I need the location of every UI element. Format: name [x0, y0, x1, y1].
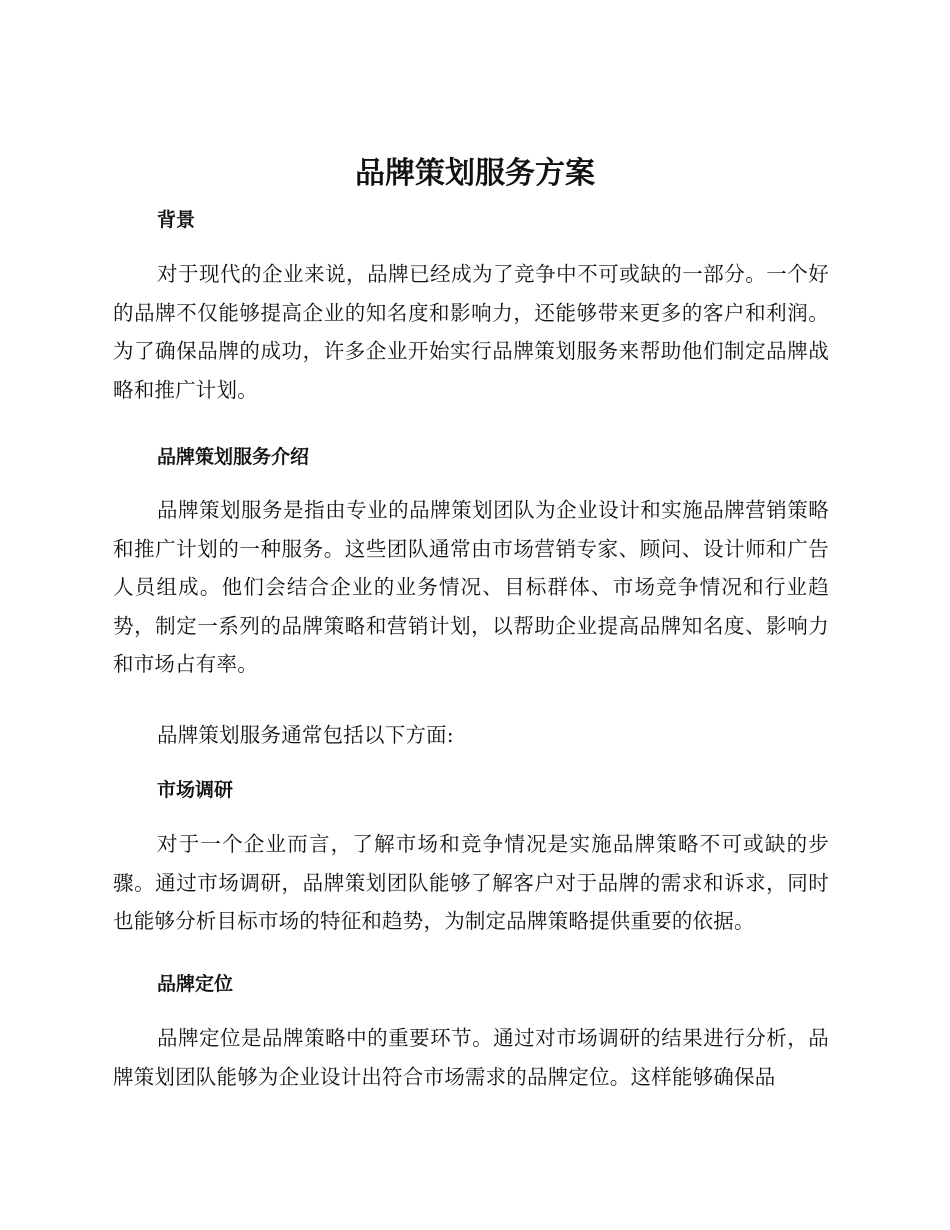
section-heading-market-research: 市场调研	[157, 779, 234, 801]
section-heading-background: 背景	[157, 209, 196, 231]
section-paragraph-brand-positioning: 品牌定位是品牌策略中的重要环节。通过对市场调研的结果进行分析，品牌策划团队能够为企业设计出符合市场需求的品牌定位。这样能够确保品	[113, 1026, 829, 1089]
section-heading-service-intro: 品牌策划服务介绍	[157, 446, 310, 468]
section-heading-brand-positioning: 品牌定位	[157, 973, 234, 995]
document-title: 品牌策划服务方案	[355, 156, 595, 191]
section-paragraph-service-intro: 品牌策划服务是指由专业的品牌策划团队为企业设计和实施品牌营销策略和推广计划的一种服务。这些团队通常由市场营销专家、顾问、设计师和广告人员组成。他们会结合企业的业务情况、目标群体、市场竞争情况和行业趋势，制定一系列的品牌策略和营销计划，以帮助企业提高品牌知名度、影响力和市场占有率。	[113, 498, 829, 676]
section-paragraph-market-research: 对于一个企业而言，了解市场和竞争情况是实施品牌策略不可或缺的步骤。通过市场调研，品牌策划团队能够了解客户对于品牌的需求和诉求，同时也能够分析目标市场的特征和趋势，为制定品牌策略提供重要的依据。	[113, 832, 829, 933]
section-paragraph-service-list-intro: 品牌策划服务通常包括以下方面:	[157, 723, 454, 747]
section-paragraph-background: 对于现代的企业来说，品牌已经成为了竞争中不可或缺的一部分。一个好的品牌不仅能够提高企业的知名度和影响力，还能够带来更多的客户和利润。为了确保品牌的成功，许多企业开始实行品牌策划服务来帮助他们制定品牌战略和推广计划。	[113, 262, 829, 402]
